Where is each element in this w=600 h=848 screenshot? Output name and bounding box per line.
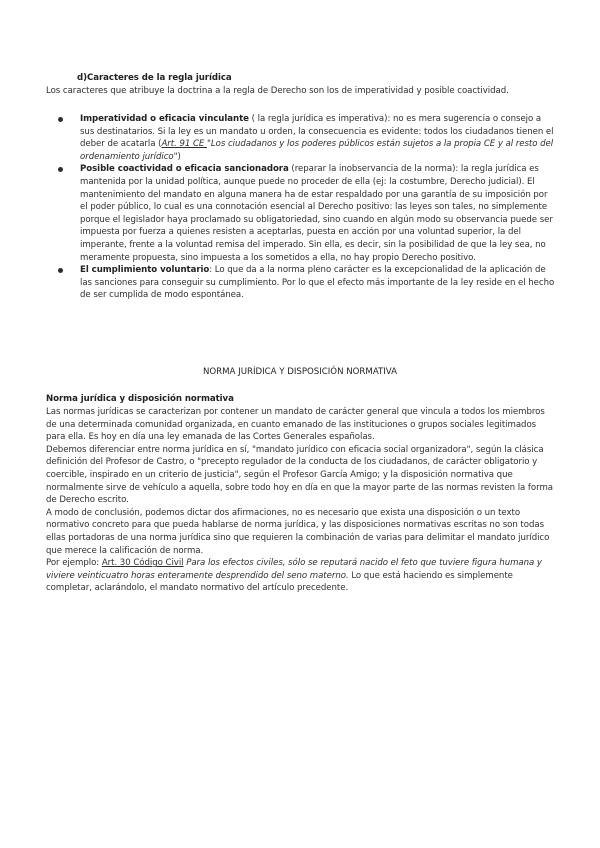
example-quote: Para los efectos civiles, sólo se reputará nacido el feto que tuviere figura humana y viviere veinticuatro horas enteramente desprendido del seno materno.: [46, 558, 542, 581]
intro-paragraph: Los caracteres que atribuye la doctrina a la regla de Derecho son los de imperatividad y posible coactividad.: [46, 86, 509, 96]
example-prefix: Por ejemplo:: [46, 558, 102, 569]
bullet-text: ( la regla jurídica es imperativa): no es mera sugerencia o consejo a sus destinatarios. Si la ley es un mandato u orden, la consecuencia es evidente: todos los ciudadanos tienen el deber de acatarla (: [80, 114, 554, 150]
paragraph: A modo de conclusión, podemos dictar dos afirmaciones, no es necesario que exista una disposición o un texto normativo concreto para que pueda hablarse de norma jurídica, y las disposiciones normativas escritas no son todas ellas portadoras de una norma jurídica sino que requieren la combinación de varias para delimitar el mandato jurídico que merece la calificación de norma.: [46, 507, 550, 556]
paragraph: Las normas jurídicas se caracterizan por contener un mandato de carácter general que vincula a todos los miembros de una determinada comunidad organizada, en cuanto emanado de las instituciones o grupos sociales legitimados para ella. Es hoy en día una ley emanada de las Cortes Generales españolas.: [46, 407, 545, 443]
body-text: [46, 406, 558, 595]
example-paragraph: [46, 557, 558, 595]
characteristics-list: [56, 113, 556, 302]
quote-text: "Los ciudadanos y los poderes públicos están sujetos a la propia CE y al resto del ordenamiento jurídico": [80, 139, 554, 162]
sub-heading: Norma jurídica y disposición normativa: [46, 394, 234, 404]
list-item: [56, 113, 556, 163]
bullet-term: Imperatividad o eficacia vinculante: [80, 114, 249, 124]
bullet-term: Posible coactividad o eficacia sancionadora: [80, 164, 289, 175]
bullet-icon: [58, 117, 63, 122]
bullet-text-end: ): [177, 151, 181, 162]
bullet-icon: [58, 167, 63, 172]
paragraph: Debemos diferenciar entre norma jurídica en sí, "mandato jurídico con eficacia social organizadora", según la clásica definición del Profesor de Castro, o "precepto regulador de la conducta de los ciudadanos, de carácter obligatorio y coercible, inspirado en un criterio de justicia", según el Profesor García Amigo; y la disposición normativa que normalmente sirve de vehículo a aquella, sobre todo hoy en día en que la mayor parte de las normas revisten la forma de Derecho escrito.: [46, 444, 553, 506]
section-heading: d)Caracteres de la regla jurídica: [77, 73, 232, 83]
example-suffix: Lo que está haciendo es simplemente completar, aclarándolo, el mandato normativo del artículo precedente.: [46, 570, 513, 594]
art-91-ce-link[interactable]: Art. 91 CE: [161, 139, 207, 150]
section-title: NORMA JURÍDICA Y DISPOSICIÓN NORMATIVA: [202, 367, 398, 377]
bullet-term: El cumplimiento voluntario: [80, 265, 210, 276]
art-30-cc-link[interactable]: Art. 30 Código Civil: [101, 558, 184, 569]
bullet-text: : Lo que da a la norma pleno carácter es la excepcionalidad de la aplicación de las sanciones para conseguir su cumplimiento. Por lo que el efecto más importante de la ley reside en el hecho de ser cumplida de modo espontánea.: [80, 265, 555, 301]
list-item: [56, 264, 556, 302]
bullet-text: (reparar la inobservancia de la norma): la regla jurídica es mantenida por la unidad política, aunque puede no proceder de ella (ej: la costumbre, Derecho judicial). El mantenimiento del mandato en alguna manera ha de estar respaldado por una garantía de su imposición por el poder público, lo cual es una connotación esencial al Derecho positivo: las leyes son tales, no simplemente porque el legislador haya proclamado su obligatoriedad, sino cuando en algún modo su observancia puede ser impuesta por fuerza a quienes resisten a aceptarlas, puesta en acción por una voluntad superior, la del imperante, frente a la voluntad remisa del imperado. Sin ella, es decir, sin la posibilidad de que la ley sea, no meramente propuesta, sino impuesta a los sometidos a ella, no hay propio Derecho positivo.: [80, 164, 553, 263]
bullet-icon: [58, 268, 63, 273]
list-item: [56, 163, 556, 264]
